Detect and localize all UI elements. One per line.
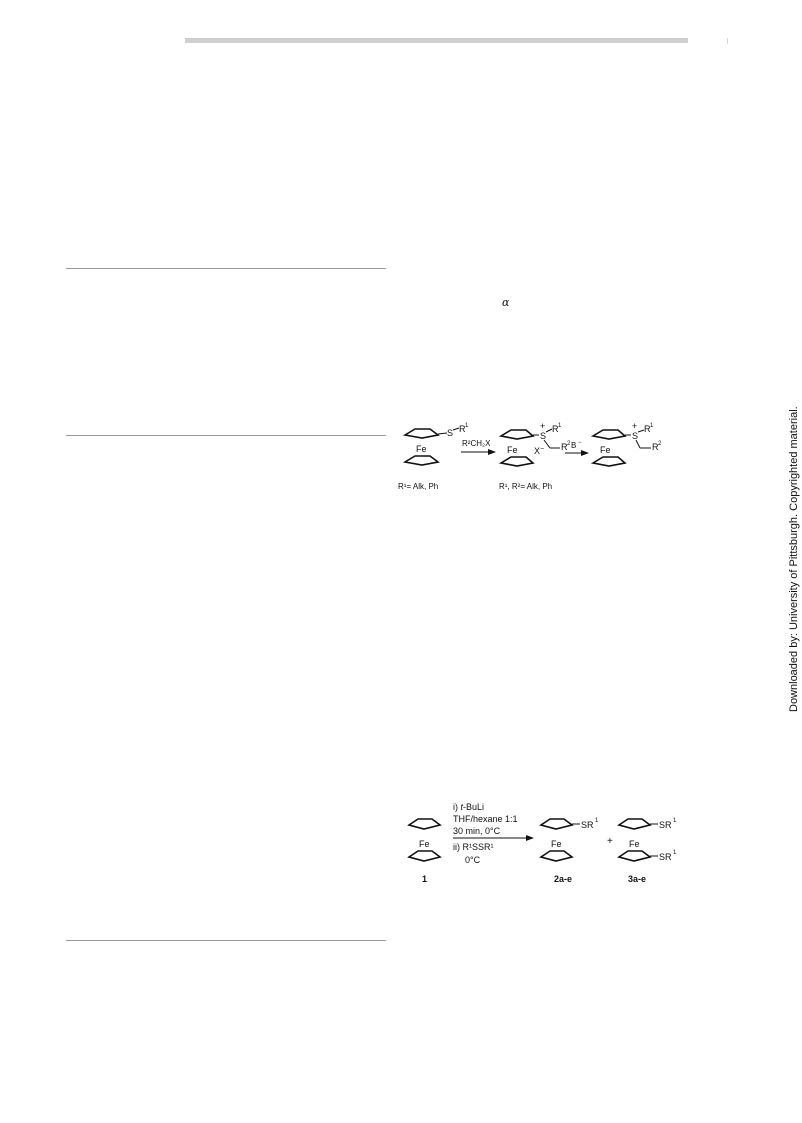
alpha-symbol: α [502, 296, 510, 309]
header-tick [727, 38, 728, 44]
compound-label-2: 2a-e [554, 874, 573, 884]
metal-label: Fe [507, 445, 518, 455]
compound-label-3: 3a-e [628, 874, 647, 884]
intermediate-note: R¹, R²= Alk, Ph [499, 482, 553, 491]
sr-bottom-sup: 1 [673, 850, 677, 856]
condition-solvent: THF/hexane 1:1 [453, 814, 518, 824]
r2-label: R [652, 442, 659, 452]
metal-label: Fe [416, 444, 427, 454]
metal-label: Fe [551, 839, 562, 849]
cp-ring-top [593, 430, 625, 439]
r1-label: R [644, 424, 651, 434]
r2-label: R [561, 442, 568, 452]
metal-label: Fe [419, 839, 430, 849]
ylide-product [593, 421, 662, 466]
cp-ring-bottom [501, 457, 533, 466]
sulfur-label: S [632, 431, 639, 441]
arrow2-reagent-sup: − [578, 440, 582, 446]
condition-step1: i) t-BuLi [453, 802, 485, 812]
anion-charge: − [540, 446, 545, 453]
ferrocene-1 [409, 819, 440, 861]
ferrocene-start [405, 423, 469, 465]
cp-ring-top [405, 429, 438, 438]
sr-bottom-label: SR [659, 852, 672, 862]
metal-label: Fe [629, 839, 640, 849]
cp-ring-bottom [593, 457, 625, 466]
compound-label-1: 1 [422, 874, 428, 884]
cp-ring-bottom [409, 851, 440, 861]
r-sup: 1 [465, 423, 469, 429]
r1-sup: 1 [650, 423, 654, 429]
product-2a-e [541, 818, 599, 861]
arrow2-reagent: B [571, 441, 577, 450]
cp-ring-bottom [405, 456, 438, 465]
header-bar [185, 38, 688, 43]
cp-ring-top [409, 819, 440, 829]
r2-sup: 2 [567, 441, 571, 447]
anion-label: X [534, 446, 541, 456]
section-rule-1 [66, 268, 386, 269]
condition-temp2: 0°C [465, 855, 481, 865]
cp-ring-bottom [619, 851, 650, 861]
sulfonium-intermediate [501, 421, 571, 466]
metal-label: Fe [600, 445, 611, 455]
scheme-2 [395, 798, 690, 890]
sr-sup: 1 [595, 818, 599, 824]
r2-sup: 2 [658, 441, 662, 447]
sr-top-label: SR [659, 820, 672, 830]
arrow1-reagent: R²CH₂X [462, 439, 491, 448]
plus-sign: + [607, 836, 613, 847]
cp-ring-top [541, 819, 572, 829]
section-rule-3 [66, 940, 386, 941]
product-3a-e [619, 818, 677, 862]
cp-ring-bottom [541, 851, 572, 861]
cp-ring-top [501, 430, 533, 439]
r-label: R [459, 424, 466, 434]
r1-label: R [552, 424, 559, 434]
sr-top-sup: 1 [673, 818, 677, 824]
sulfur-label: S [540, 431, 547, 441]
condition-step2: ii) R¹SSR¹ [453, 842, 494, 852]
charge-label: + [540, 421, 546, 431]
charge-label: + [632, 421, 638, 431]
start-note: R¹= Alk, Ph [398, 482, 439, 491]
scheme-1 [395, 418, 675, 503]
sulfur-label: S [447, 428, 454, 438]
sr-label: SR [581, 820, 594, 830]
r1-sup: 1 [558, 423, 562, 429]
cp-ring-top [619, 819, 650, 829]
section-rule-2 [66, 435, 386, 436]
download-notice: Downloaded by: University of Pittsburgh. Copyrighted material. [788, 406, 800, 712]
condition-time-temp: 30 min, 0°C [453, 826, 501, 836]
